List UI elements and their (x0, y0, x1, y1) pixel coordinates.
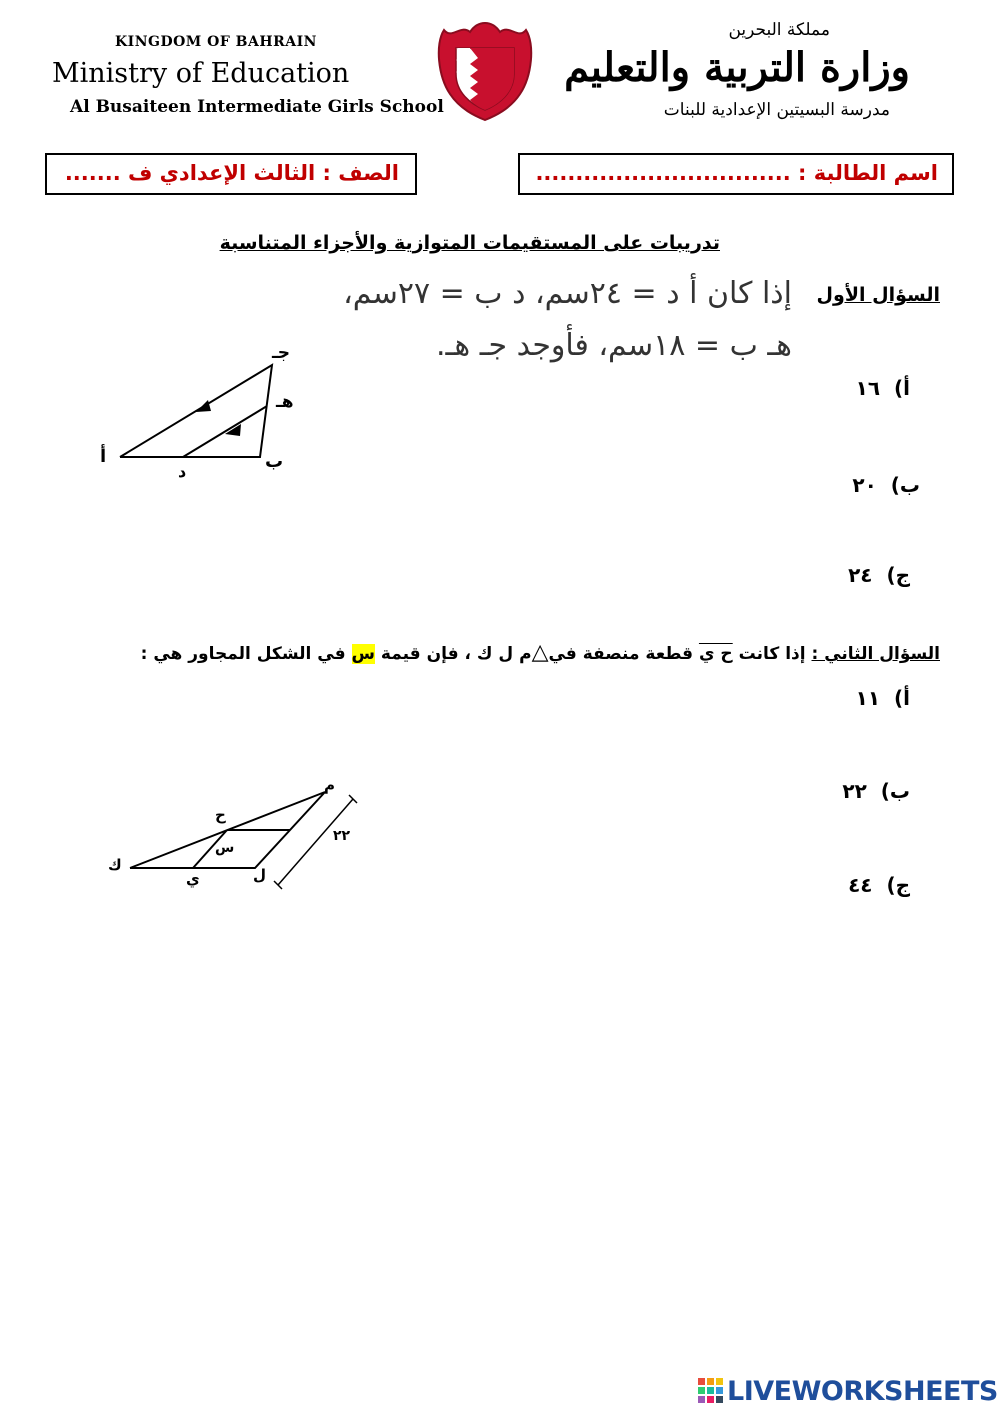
q2-option-a-value: ١١ (855, 686, 881, 710)
class-field-label: الصف : الثالث الإعدادي ف ....... (64, 161, 399, 185)
q2-label-s: س (215, 840, 235, 856)
q2-option-c[interactable] (848, 873, 910, 897)
q1-option-a-letter: أ) (894, 376, 910, 400)
ministry-title: Ministry of Education (52, 58, 350, 89)
q1-option-a-value: ١٦ (855, 376, 881, 400)
q2-label-k: ك (108, 856, 122, 874)
q2-label-h: ح (215, 806, 226, 824)
ar-school-name: مدرسة البسيتين الإعدادية للبنات (663, 100, 890, 120)
q1-option-c-value: ٢٤ (848, 563, 873, 587)
q2-option-a[interactable] (856, 686, 910, 710)
q1-label-h: هـ (276, 392, 294, 412)
q1-line2: هـ ب = ١٨سم، فأوجد جـ هـ. (436, 328, 792, 363)
q2-text-mid: قطعة منصفة في (548, 644, 694, 664)
q1-option-b[interactable] (852, 473, 920, 497)
q2-segment: ح ي (698, 644, 733, 664)
page-title: تدريبات على المستقيمات المتوازية والأجزاء المتناسبة (219, 232, 720, 254)
q2-option-b-letter: ب) (880, 779, 910, 803)
student-name-field[interactable] (518, 153, 954, 195)
school-name: Al Busaiteen Intermediate Girls School (70, 97, 444, 117)
ar-kingdom-title: مملكة البحرين (728, 20, 830, 40)
q2-var-highlight: س (351, 644, 375, 664)
q1-label: السؤال الأول (816, 284, 940, 306)
q2-label-length: ٢٢ (333, 828, 351, 844)
liveworksheets-brand[interactable]: LIVEWORKSHEETS (727, 1376, 998, 1407)
q1-line1: إذا كان أ د = ٢٤سم، د ب = ٢٧سم، (343, 276, 792, 311)
q1-option-c-letter: ج) (886, 563, 910, 587)
q1-option-b-value: ٢٠ (852, 473, 877, 497)
q1-label-b: ب (265, 451, 284, 472)
q2-option-c-value: ٤٤ (848, 873, 873, 897)
student-name-label: اسم الطالبة : ................................ (535, 161, 938, 185)
q2-option-b[interactable] (842, 779, 910, 803)
q2-label: السؤال الثاني : (811, 644, 940, 664)
q2-prompt (141, 640, 940, 665)
q1-option-c[interactable] (848, 563, 910, 587)
kingdom-title: KINGDOM OF BAHRAIN (115, 34, 317, 50)
q2-option-a-letter: أ) (894, 686, 910, 710)
class-field[interactable] (45, 153, 417, 195)
q2-text-pre: إذا كانت (738, 644, 806, 664)
q2-text-tri: م ل ك ، فإن قيمة (380, 644, 532, 664)
triangle-icon: △ (531, 640, 549, 665)
q2-label-y: ي (186, 870, 200, 888)
ar-ministry-title: وزارة التربية والتعليم (564, 44, 910, 91)
q1-option-b-letter: ب) (890, 473, 920, 497)
q1-label-a: أ (100, 446, 107, 467)
bahrain-emblem-icon (430, 14, 540, 124)
q1-label-j: جـ (272, 343, 291, 363)
q2-label-m: م (324, 776, 335, 794)
q1-option-a[interactable] (856, 376, 910, 400)
q2-text-post: في الشكل المجاور هي : (140, 644, 346, 664)
q2-option-c-letter: ج) (886, 873, 910, 897)
q2-option-b-value: ٢٢ (842, 779, 867, 803)
liveworksheets-logo-icon (698, 1378, 724, 1404)
q2-label-l: ل (253, 866, 267, 884)
q1-label-d: د (178, 462, 187, 481)
